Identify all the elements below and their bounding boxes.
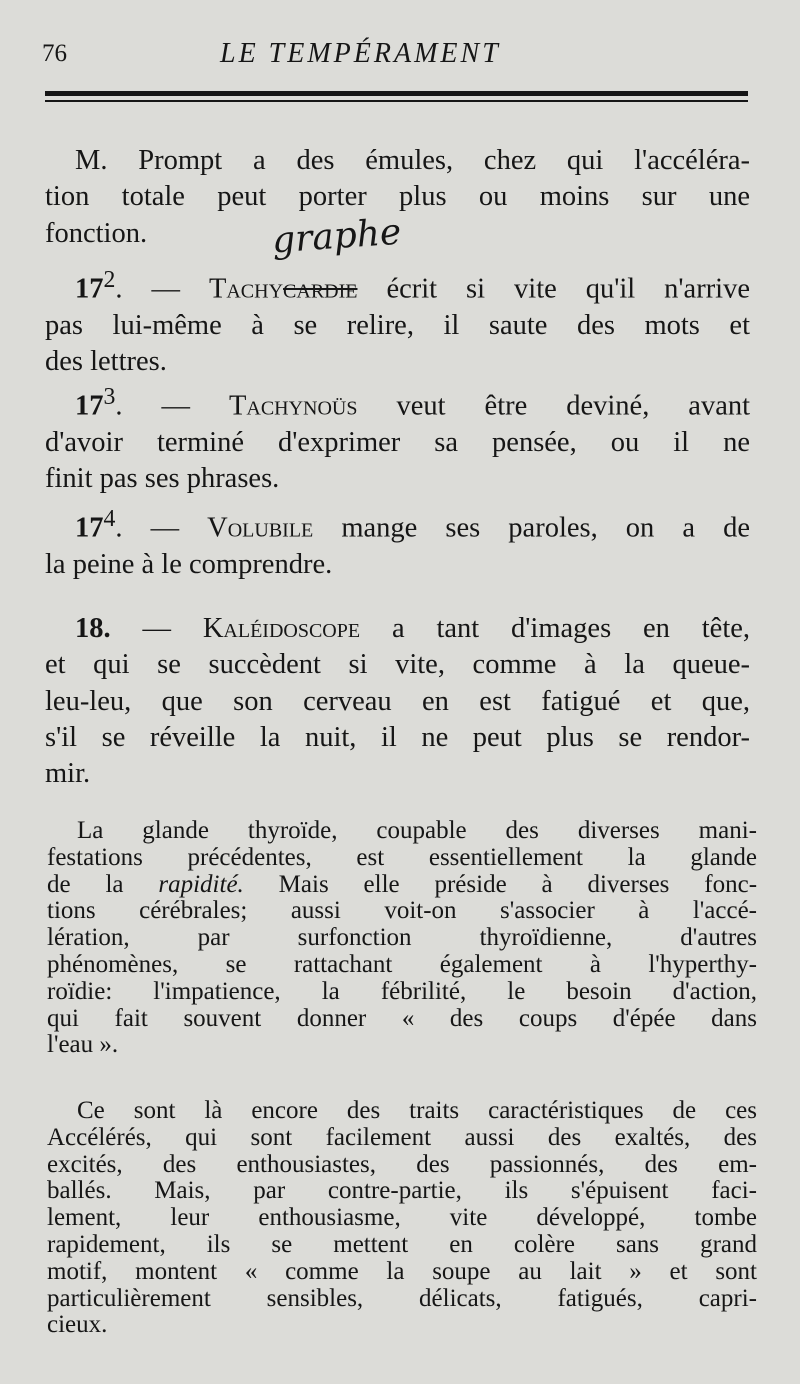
text-line: mir. xyxy=(45,758,91,790)
text-line: fonction. xyxy=(45,217,148,249)
line-text: Mais elle préside à diverses fonc- xyxy=(278,870,758,898)
line-text: mange ses paroles, on a de xyxy=(341,512,751,544)
text-line: des lettres. xyxy=(45,346,167,378)
text-line: festations précédentes, est essentiellement la glande xyxy=(47,843,757,871)
text-line: La glande thyroïde, coupable des diverses mani- xyxy=(77,817,757,844)
text-line: leu-leu, que son cerveau en est fatigué et que, xyxy=(45,685,750,717)
line-text: veut être deviné, avant xyxy=(396,390,751,422)
entry-18 xyxy=(45,611,750,792)
text-line: phénomènes, se rattachant également à l'hyperthy- xyxy=(47,950,757,978)
thyroid-paragraph xyxy=(47,818,757,1059)
text-line xyxy=(45,611,750,647)
entry-dash: . — xyxy=(115,273,180,305)
running-head: LE TEMPÉRAMENT xyxy=(220,38,501,69)
header-rule-thick xyxy=(45,91,748,96)
text-line: l'eau ». xyxy=(47,1031,119,1059)
entry-number: 17 xyxy=(75,273,104,305)
traits-paragraph xyxy=(47,1098,757,1339)
text-line: M. Prompt a des émules, chez qui l'accéléra- xyxy=(75,145,750,176)
line-text: écrit si vite qu'il n'arrive xyxy=(386,273,750,305)
text-line: d'avoir terminé d'exprimer sa pensée, ou il ne xyxy=(45,426,750,458)
text-line: motif, montent « comme la soupe au lait » et sont xyxy=(47,1257,757,1285)
entry-term: Tachy xyxy=(208,273,284,305)
text-line: cieux. xyxy=(47,1311,108,1339)
text-line: tions cérébrales; aussi voit-on s'associer à l'accé- xyxy=(47,897,757,925)
entry-dash: . — xyxy=(115,512,180,544)
line-text: de la xyxy=(47,870,124,898)
entry-dash: . — xyxy=(115,390,190,422)
text-line: s'il se réveille la nuit, il ne peut plus se rendor- xyxy=(45,721,750,753)
text-line: finit pas ses phrases. xyxy=(45,463,280,495)
handwritten-correction: graphe xyxy=(270,211,403,262)
entry-number: 18. xyxy=(75,613,111,644)
text-line: ballés. Mais, par contre-partie, ils s'épuisent faci- xyxy=(47,1177,757,1205)
entry-17-3 xyxy=(45,379,750,497)
entry-term: Tachynoüs xyxy=(228,390,358,422)
entry-number: 17 xyxy=(75,512,104,544)
text-line: roïdie: l'impatience, la fébrilité, le besoin d'action, xyxy=(47,977,757,1005)
text-line xyxy=(45,379,750,425)
text-line: qui fait souvent donner « des coups d'épée dans xyxy=(47,1004,757,1032)
struck-term: cardie xyxy=(283,273,358,305)
text-line: la peine à le comprendre. xyxy=(45,548,333,580)
entry-dash: — xyxy=(142,613,171,644)
text-line: tion totale peut porter plus ou moins sur une xyxy=(45,181,750,213)
text-line: pas lui-même à se relire, il saute des mots et xyxy=(45,309,750,341)
text-line xyxy=(47,872,757,899)
entry-term: Kaléidoscope xyxy=(202,613,361,644)
entry-17-4 xyxy=(45,501,750,583)
text-line xyxy=(45,262,750,308)
entry-exponent: 2 xyxy=(103,267,116,293)
line-text: a tant d'images en tête, xyxy=(391,613,751,644)
text-line: Accélérés, qui sont facilement aussi des exaltés, des xyxy=(47,1123,757,1151)
entry-number: 17 xyxy=(75,390,104,422)
text-line: excités, des enthousiastes, des passionnés, des em- xyxy=(47,1150,757,1178)
text-line xyxy=(45,501,750,547)
text-line: lération, par surfonction thyroïdienne, d'autres xyxy=(47,924,757,952)
text-line: Ce sont là encore des traits caractéristiques de ces xyxy=(77,1097,757,1124)
entry-exponent: 4 xyxy=(103,506,116,532)
text-line: rapidement, ils se mettent en colère sans grand xyxy=(47,1230,757,1258)
emphasis: rapidité. xyxy=(158,870,244,898)
page-number: 76 xyxy=(42,40,67,67)
entry-term: Volubile xyxy=(207,512,314,544)
text-line: et qui se succèdent si vite, comme à la queue- xyxy=(45,649,750,681)
text-line: lement, leur enthousiasme, vite développé, tombe xyxy=(47,1204,757,1232)
text-line: particulièrement sensibles, délicats, fatigués, capri- xyxy=(47,1284,757,1312)
header-rule-thin xyxy=(45,100,748,102)
entry-exponent: 3 xyxy=(103,384,116,410)
entry-17-2 xyxy=(45,262,750,380)
